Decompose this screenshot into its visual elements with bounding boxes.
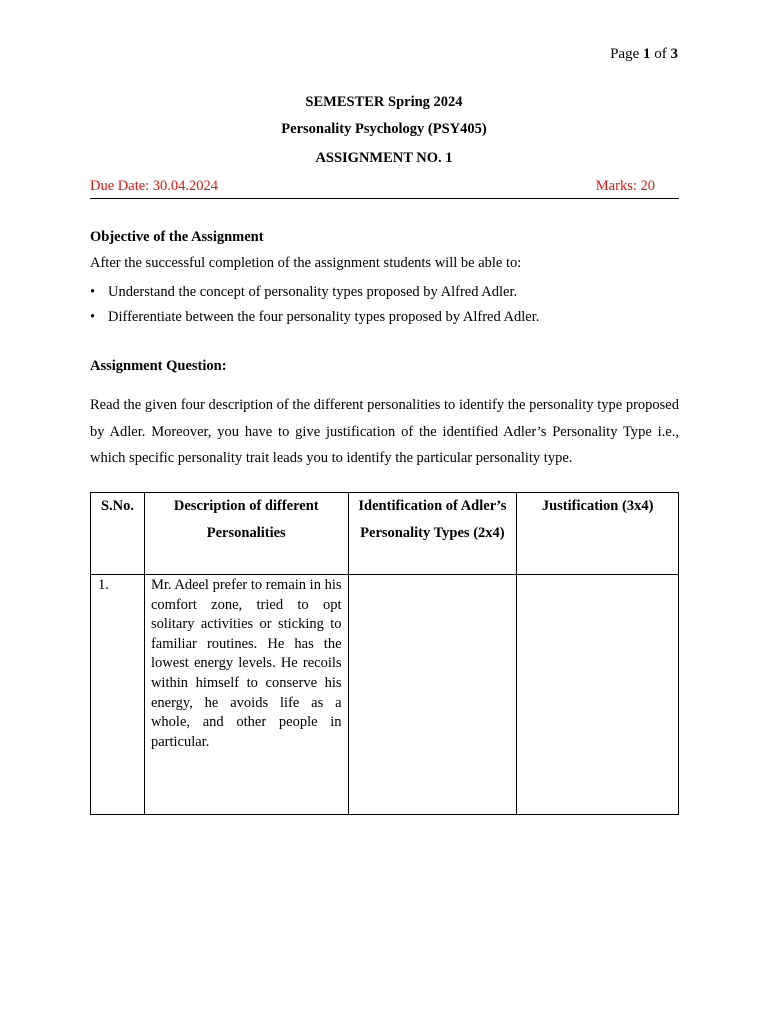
due-date: Due Date: 30.04.2024 [90,178,219,194]
due-marks-row [90,178,679,199]
table-row [91,575,679,815]
header-justification: Justification (3x4) [517,493,679,575]
objective-heading: Objective of the Assignment [90,229,264,245]
cell-identification[interactable] [348,575,517,815]
description-text: Mr. Adeel prefer to remain in his comfort zone, tried to opt solitary activities or sticking to familiar routines. He has the lowest energy levels. He recoils within himself to conserve his energy, he avoids life as a whole, and other people in particular. [150,577,342,750]
question-heading: Assignment Question: [90,358,227,374]
course-title: Personality Psychology (PSY405) [281,121,487,137]
bullet-text: Understand the concept of personality types proposed by Alfred Adler. [108,284,518,300]
table-header-row [91,493,679,575]
cell-justification[interactable] [517,575,679,815]
bullet-icon: • [90,309,96,325]
marks: Marks: 20 [595,178,655,194]
page-of: of [650,46,671,62]
semester-title: SEMESTER Spring 2024 [305,94,463,110]
question-text: Read the given four description of the different personalities to identify the personality type proposed by Adler. Moreover, you have to give justification of the identified Adler’s Personality Type i.e., which specific personality trait leads you to identify the particular personality type. [90,397,679,466]
page-total: 3 [670,46,678,62]
objective-intro: After the successful completion of the assignment students will be able to: [90,255,522,271]
bullet-text: Differentiate between the four personality types proposed by Alfred Adler. [108,309,540,325]
header-sno: S.No. [91,493,145,575]
page-number [610,46,678,63]
page-current: 1 [643,46,651,62]
cell-description [144,575,348,815]
bullet-icon: • [90,284,96,300]
assignment-title: ASSIGNMENT NO. 1 [315,150,453,166]
question-table [90,492,679,815]
cell-sno: 1. [91,575,145,815]
header-identification: Identification of Adler’s Personality Types (2x4) [348,493,517,575]
page-prefix: Page [610,46,643,62]
header-description: Description of different Personalities [144,493,348,575]
